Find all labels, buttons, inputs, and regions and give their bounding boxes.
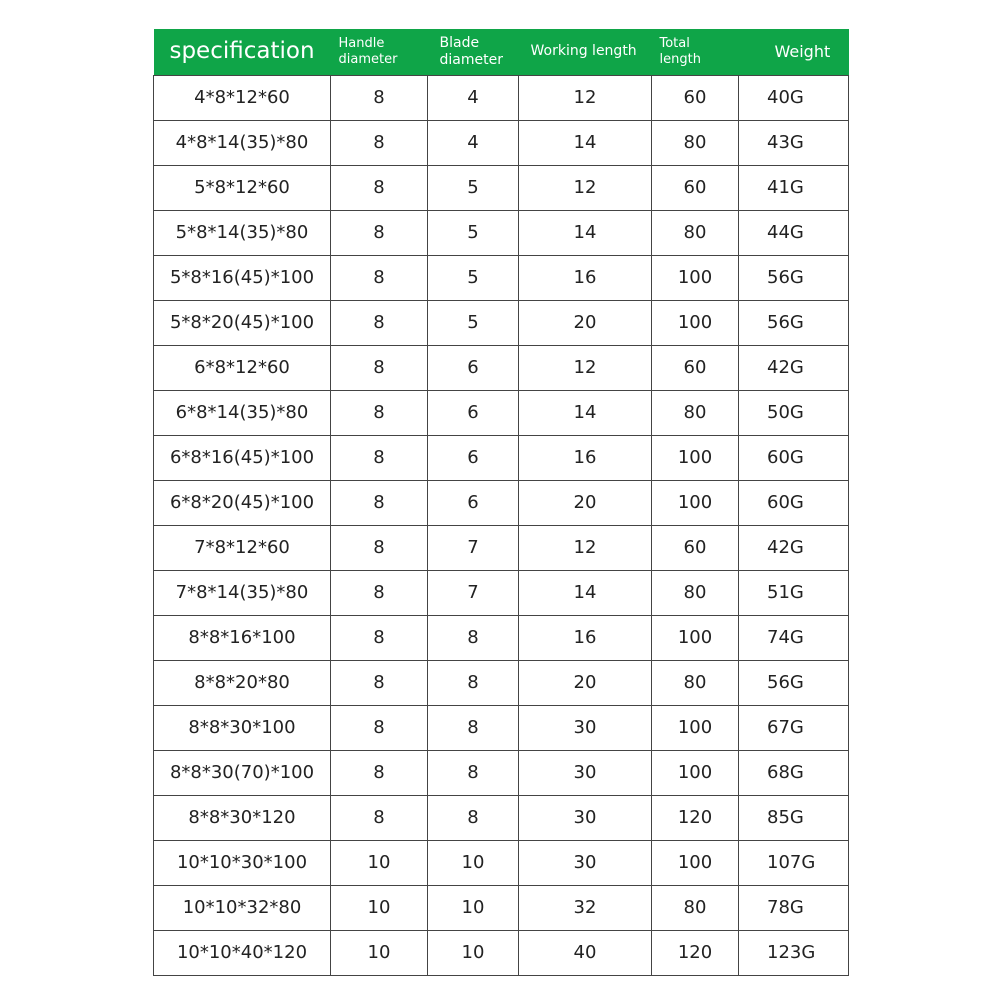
- cell-blade-diameter: 7: [428, 570, 519, 615]
- cell-specification: 8*8*30(70)*100: [154, 750, 331, 795]
- header-total-length: [652, 29, 739, 75]
- cell-specification: 6*8*12*60: [154, 345, 331, 390]
- cell-specification: 7*8*12*60: [154, 525, 331, 570]
- cell-specification: 5*8*12*60: [154, 165, 331, 210]
- cell-total-length: 60: [652, 165, 739, 210]
- cell-weight: 74G: [739, 615, 849, 660]
- cell-specification: 5*8*16(45)*100: [154, 255, 331, 300]
- cell-weight: 67G: [739, 705, 849, 750]
- table-row: [154, 345, 849, 390]
- cell-working-length: 16: [519, 435, 652, 480]
- cell-total-length: 100: [652, 840, 739, 885]
- cell-handle-diameter: 8: [331, 525, 428, 570]
- cell-total-length: 80: [652, 390, 739, 435]
- cell-working-length: 16: [519, 255, 652, 300]
- table-row: [154, 255, 849, 300]
- cell-specification: 8*8*16*100: [154, 615, 331, 660]
- header-total-length-line2: length: [659, 51, 701, 67]
- cell-weight: 51G: [739, 570, 849, 615]
- cell-handle-diameter: 8: [331, 795, 428, 840]
- header-weight: Weight: [774, 42, 831, 62]
- cell-blade-diameter: 4: [428, 120, 519, 165]
- cell-weight: 60G: [739, 480, 849, 525]
- cell-blade-diameter: 8: [428, 750, 519, 795]
- cell-specification: 6*8*16(45)*100: [154, 435, 331, 480]
- cell-working-length: 30: [519, 795, 652, 840]
- cell-handle-diameter: 8: [331, 435, 428, 480]
- header-handle-diameter: [331, 29, 428, 75]
- cell-specification: 10*10*40*120: [154, 930, 331, 975]
- cell-blade-diameter: 7: [428, 525, 519, 570]
- cell-blade-diameter: 4: [428, 75, 519, 120]
- table-row: [154, 165, 849, 210]
- header-total-length-line1: Total: [659, 36, 690, 52]
- cell-total-length: 80: [652, 210, 739, 255]
- header-handle-diameter-line1: Handle: [338, 36, 385, 52]
- cell-weight: 78G: [739, 885, 849, 930]
- cell-working-length: 30: [519, 750, 652, 795]
- cell-working-length: 12: [519, 345, 652, 390]
- cell-weight: 42G: [739, 525, 849, 570]
- cell-specification: 10*10*32*80: [154, 885, 331, 930]
- cell-specification: 8*8*20*80: [154, 660, 331, 705]
- cell-total-length: 80: [652, 660, 739, 705]
- cell-handle-diameter: 8: [331, 300, 428, 345]
- cell-blade-diameter: 6: [428, 435, 519, 480]
- cell-specification: 10*10*30*100: [154, 840, 331, 885]
- header-blade-diameter: [428, 29, 519, 75]
- cell-blade-diameter: 6: [428, 480, 519, 525]
- cell-handle-diameter: 8: [331, 165, 428, 210]
- header-blade-diameter-line1: Blade: [439, 34, 480, 51]
- table-row: [154, 480, 849, 525]
- cell-specification: 6*8*14(35)*80: [154, 390, 331, 435]
- cell-total-length: 60: [652, 525, 739, 570]
- cell-total-length: 100: [652, 750, 739, 795]
- cell-total-length: 100: [652, 300, 739, 345]
- cell-weight: 123G: [739, 930, 849, 975]
- cell-total-length: 120: [652, 930, 739, 975]
- cell-total-length: 80: [652, 570, 739, 615]
- cell-weight: 42G: [739, 345, 849, 390]
- cell-blade-diameter: 8: [428, 615, 519, 660]
- header-handle-diameter-line2: diameter: [338, 51, 398, 67]
- cell-weight: 44G: [739, 210, 849, 255]
- cell-specification: 7*8*14(35)*80: [154, 570, 331, 615]
- cell-handle-diameter: 8: [331, 705, 428, 750]
- cell-working-length: 14: [519, 390, 652, 435]
- cell-blade-diameter: 10: [428, 885, 519, 930]
- table-row: [154, 525, 849, 570]
- cell-weight: 68G: [739, 750, 849, 795]
- cell-total-length: 60: [652, 345, 739, 390]
- cell-handle-diameter: 8: [331, 570, 428, 615]
- cell-handle-diameter: 8: [331, 615, 428, 660]
- table-row: [154, 885, 849, 930]
- cell-handle-diameter: 8: [331, 480, 428, 525]
- cell-blade-diameter: 8: [428, 795, 519, 840]
- table-body: [154, 75, 849, 975]
- cell-weight: 85G: [739, 795, 849, 840]
- table-row: [154, 750, 849, 795]
- table-row: [154, 120, 849, 165]
- table-row: [154, 795, 849, 840]
- cell-working-length: 20: [519, 660, 652, 705]
- cell-working-length: 30: [519, 840, 652, 885]
- table-row: [154, 390, 849, 435]
- table-row: [154, 75, 849, 120]
- cell-working-length: 14: [519, 120, 652, 165]
- header-working-length: Working length: [530, 43, 637, 60]
- cell-working-length: 12: [519, 75, 652, 120]
- cell-weight: 43G: [739, 120, 849, 165]
- cell-working-length: 14: [519, 210, 652, 255]
- cell-working-length: 30: [519, 705, 652, 750]
- cell-handle-diameter: 8: [331, 750, 428, 795]
- cell-total-length: 100: [652, 435, 739, 480]
- cell-handle-diameter: 10: [331, 930, 428, 975]
- cell-working-length: 32: [519, 885, 652, 930]
- table-row: [154, 435, 849, 480]
- cell-blade-diameter: 6: [428, 390, 519, 435]
- cell-working-length: 12: [519, 525, 652, 570]
- cell-total-length: 80: [652, 120, 739, 165]
- cell-weight: 56G: [739, 255, 849, 300]
- cell-blade-diameter: 5: [428, 255, 519, 300]
- header-blade-diameter-line2: diameter: [439, 51, 503, 68]
- cell-working-length: 40: [519, 930, 652, 975]
- header-row: [154, 29, 849, 75]
- cell-handle-diameter: 8: [331, 390, 428, 435]
- specification-table: [153, 29, 849, 976]
- cell-weight: 41G: [739, 165, 849, 210]
- cell-handle-diameter: 8: [331, 660, 428, 705]
- cell-weight: 40G: [739, 75, 849, 120]
- table-row: [154, 840, 849, 885]
- cell-working-length: 12: [519, 165, 652, 210]
- cell-specification: 4*8*14(35)*80: [154, 120, 331, 165]
- cell-specification: 8*8*30*120: [154, 795, 331, 840]
- cell-handle-diameter: 10: [331, 840, 428, 885]
- table-row: [154, 210, 849, 255]
- cell-weight: 50G: [739, 390, 849, 435]
- cell-blade-diameter: 6: [428, 345, 519, 390]
- table-row: [154, 300, 849, 345]
- cell-working-length: 16: [519, 615, 652, 660]
- cell-working-length: 20: [519, 480, 652, 525]
- cell-handle-diameter: 8: [331, 120, 428, 165]
- cell-blade-diameter: 8: [428, 660, 519, 705]
- cell-total-length: 100: [652, 255, 739, 300]
- cell-specification: 4*8*12*60: [154, 75, 331, 120]
- cell-handle-diameter: 8: [331, 255, 428, 300]
- cell-total-length: 80: [652, 885, 739, 930]
- cell-total-length: 100: [652, 480, 739, 525]
- table-row: [154, 570, 849, 615]
- cell-total-length: 100: [652, 615, 739, 660]
- cell-handle-diameter: 8: [331, 345, 428, 390]
- cell-specification: 5*8*14(35)*80: [154, 210, 331, 255]
- cell-blade-diameter: 5: [428, 210, 519, 255]
- cell-weight: 56G: [739, 660, 849, 705]
- cell-handle-diameter: 8: [331, 75, 428, 120]
- cell-total-length: 120: [652, 795, 739, 840]
- cell-blade-diameter: 10: [428, 840, 519, 885]
- cell-blade-diameter: 5: [428, 165, 519, 210]
- table-row: [154, 660, 849, 705]
- cell-total-length: 100: [652, 705, 739, 750]
- table-row: [154, 705, 849, 750]
- cell-blade-diameter: 5: [428, 300, 519, 345]
- cell-weight: 60G: [739, 435, 849, 480]
- cell-specification: 8*8*30*100: [154, 705, 331, 750]
- cell-specification: 6*8*20(45)*100: [154, 480, 331, 525]
- cell-working-length: 14: [519, 570, 652, 615]
- header-specification: specification: [169, 37, 315, 64]
- cell-handle-diameter: 10: [331, 885, 428, 930]
- cell-weight: 56G: [739, 300, 849, 345]
- cell-working-length: 20: [519, 300, 652, 345]
- table-row: [154, 930, 849, 975]
- cell-total-length: 60: [652, 75, 739, 120]
- cell-handle-diameter: 8: [331, 210, 428, 255]
- cell-specification: 5*8*20(45)*100: [154, 300, 331, 345]
- cell-weight: 107G: [739, 840, 849, 885]
- cell-blade-diameter: 10: [428, 930, 519, 975]
- table-row: [154, 615, 849, 660]
- cell-blade-diameter: 8: [428, 705, 519, 750]
